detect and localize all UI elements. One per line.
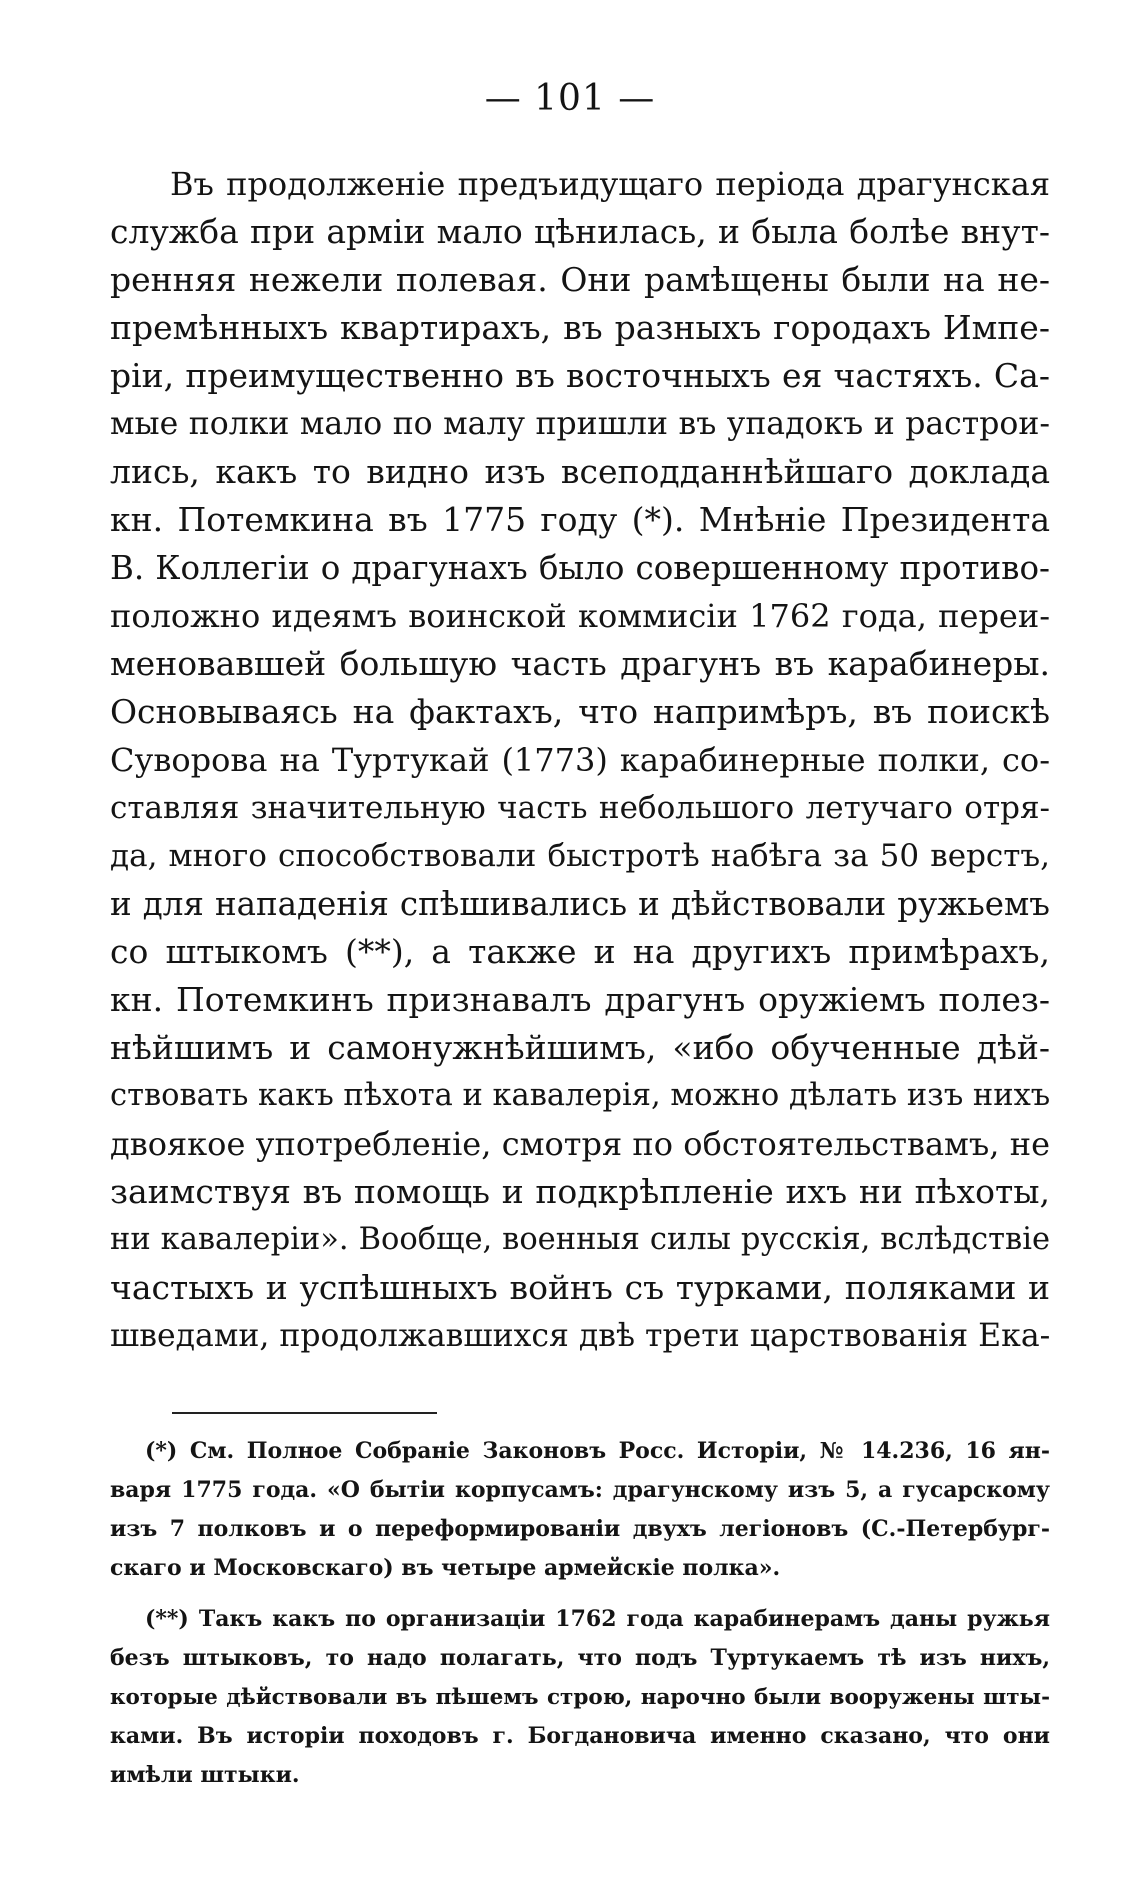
footnote-line: ками. Въ исторіи походовъ г. Богдановича именно сказано, что они bbox=[110, 1723, 1050, 1749]
footnote-line: изъ 7 полковъ и о переформированіи двухъ легіоновъ (С.-Петербург- bbox=[110, 1516, 1050, 1542]
text-line: ни кавалеріи». Вообще, военныя силы русскія, вслѣдствіе bbox=[110, 1222, 1050, 1257]
page-number: — 101 — bbox=[484, 78, 656, 119]
footnote-line: варя 1775 года. «О бытіи корпусамъ: драгунскому изъ 5, а гусарскому bbox=[110, 1477, 1050, 1503]
text-line: да, много способствовали быстротѣ набѣга за 50 верстъ, bbox=[110, 838, 1050, 874]
footnote-line: которые дѣйствовали въ пѣшемъ строю, нарочно были вооружены шты- bbox=[110, 1685, 1050, 1710]
text-line: ріи, преимущественно въ восточныхъ ея частяхъ. Са- bbox=[110, 356, 1050, 395]
text-line: служба при арміи мало цѣнилась, и была болѣе внут- bbox=[110, 212, 1050, 251]
text-line: Въ продолженіе предъидущаго періода драгунская bbox=[170, 165, 1050, 203]
text-line: Суворова на Туртукай (1773) карабинерные полки, со- bbox=[110, 741, 1050, 779]
text-line: со штыкомъ (**), а также и на другихъ примѣрахъ, bbox=[110, 932, 1050, 971]
text-line: меновавшей большую часть драгунъ въ карабинеры. bbox=[110, 644, 1050, 683]
text-line: двоякое употребленіе, смотря по обстоятельствамъ, не bbox=[110, 1125, 1050, 1163]
footnotes bbox=[110, 1432, 1050, 1795]
text-line: частыхъ и успѣшныхъ войнъ съ турками, поляками и bbox=[110, 1268, 1050, 1307]
text-line: ставляя значительную часть небольшого летучаго отря- bbox=[110, 790, 1050, 826]
text-line: нѣйшимъ и самонужнѣйшимъ, «ибо обученные дѣй- bbox=[110, 1028, 1050, 1067]
footnote-line: скаго и Московскаго) въ четыре армейскіе полка». bbox=[110, 1555, 781, 1581]
footnote-line: (**) Такъ какъ по организаціи 1762 года карабинерамъ даны ружья bbox=[145, 1606, 1050, 1632]
text-line: ренняя нежели полевая. Они рамѣщены были на не- bbox=[110, 260, 1050, 299]
footnote-line: имѣли штыки. bbox=[110, 1762, 300, 1788]
text-line: шведами, продолжавшихся двѣ трети царствованія Ека- bbox=[110, 1318, 1051, 1354]
text-line: заимствуя въ помощь и подкрѣпленіе ихъ ни пѣхоты, bbox=[110, 1172, 1050, 1211]
footnote-line: безъ штыковъ, то надо полагать, что подъ Туртукаемъ тѣ изъ нихъ, bbox=[110, 1645, 1050, 1671]
text-line: Основываясь на фактахъ, что напримѣръ, въ поискѣ bbox=[110, 692, 1050, 731]
footnote-2 bbox=[110, 1600, 1050, 1795]
text-line: кн. Потемкинъ признавалъ драгунъ оружіемъ полез- bbox=[110, 980, 1050, 1019]
footnote-1 bbox=[110, 1432, 1050, 1588]
text-line: положно идеямъ воинской коммисіи 1762 года, переи- bbox=[110, 597, 1050, 635]
main-text bbox=[110, 160, 1050, 1360]
text-line: и для нападенія спѣшивались и дѣйствовали ружьемъ bbox=[110, 885, 1050, 923]
text-line: премѣнныхъ квартирахъ, въ разныхъ городахъ Импе- bbox=[110, 308, 1050, 347]
text-line: В. Коллегіи о драгунахъ было совершенному противо- bbox=[110, 549, 1050, 587]
text-line: лись, какъ то видно изъ всеподданнѣйшаго доклада bbox=[110, 452, 1050, 491]
text-line: ствовать какъ пѣхота и кавалерія, можно дѣлать изъ нихъ bbox=[110, 1078, 1051, 1113]
text-line: мые полки мало по малу пришли въ упадокъ и растрои- bbox=[110, 406, 1050, 442]
text-line: кн. Потемкина въ 1775 году (*). Мнѣніе Президента bbox=[110, 500, 1050, 539]
footnote-gap bbox=[110, 1588, 1050, 1600]
footnote-separator bbox=[172, 1412, 437, 1414]
footnote-line: (*) См. Полное Собраніе Законовъ Росс. Исторіи, № 14.236, 16 ян- bbox=[145, 1438, 1050, 1464]
